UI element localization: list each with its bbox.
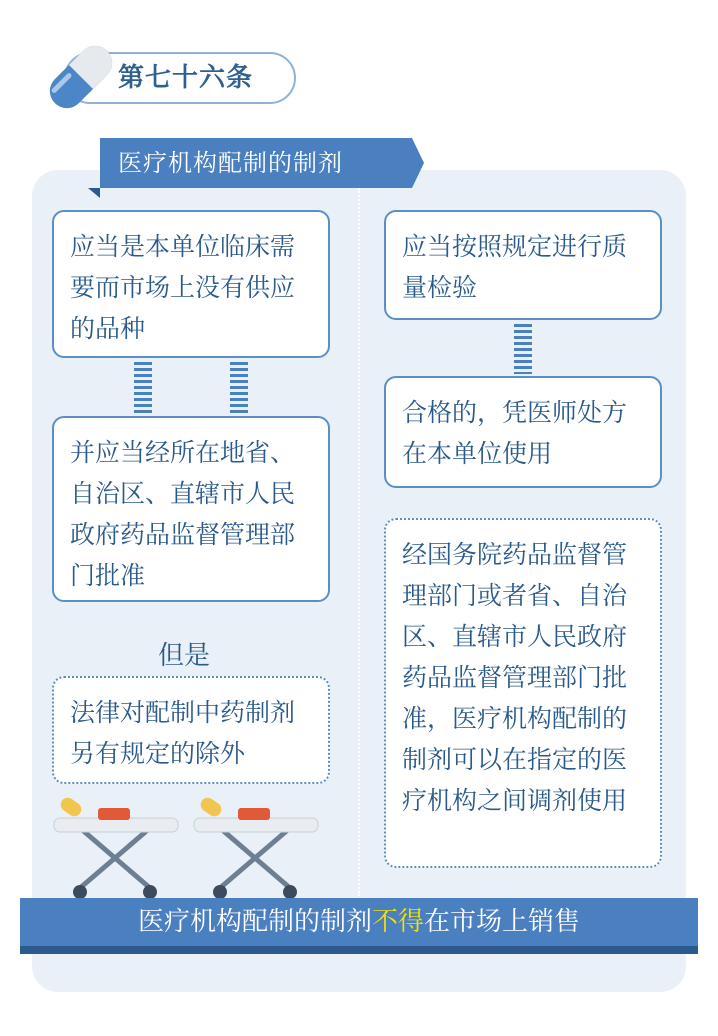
- left-approval-box: 并应当经所在地省、自治区、直辖市人民政府药品监督管理部门批准: [52, 416, 330, 602]
- article-number: 第七十六条: [118, 63, 254, 93]
- banner-highlight: 不得: [371, 907, 424, 937]
- bottom-banner: [20, 898, 698, 946]
- stretcher-icon: [52, 794, 182, 902]
- banner-text-end: 在市场上销售: [424, 907, 581, 937]
- stretcher-icon: [192, 794, 322, 902]
- title-ribbon-shadow: [88, 188, 100, 198]
- right-usage-box: 合格的，凭医师处方在本单位使用: [384, 376, 662, 488]
- left-exception-box: 法律对配制中药制剂另有规定的除外: [52, 676, 330, 784]
- right-inspection-box: 应当按照规定进行质量检验: [384, 210, 662, 320]
- banner-text: 医疗机构配制的制剂: [137, 907, 372, 937]
- connector: [514, 324, 532, 374]
- right-transfer-box: 经国务院药品监督管理部门或者省、自治区、直辖市人民政府药品监督管理部门批准，医疗机构配制的制剂可以在指定的医疗机构之间调剂使用: [384, 518, 662, 868]
- capsule-icon: [36, 32, 126, 122]
- title-ribbon-tip: [412, 138, 424, 188]
- but-label: 但是: [158, 641, 211, 671]
- section-title: 医疗机构配制的制剂: [118, 149, 343, 177]
- column-divider: [358, 188, 360, 896]
- connector: [134, 362, 152, 414]
- connector: [230, 362, 248, 414]
- left-condition-box: 应当是本单位临床需要而市场上没有供应的品种: [52, 210, 330, 358]
